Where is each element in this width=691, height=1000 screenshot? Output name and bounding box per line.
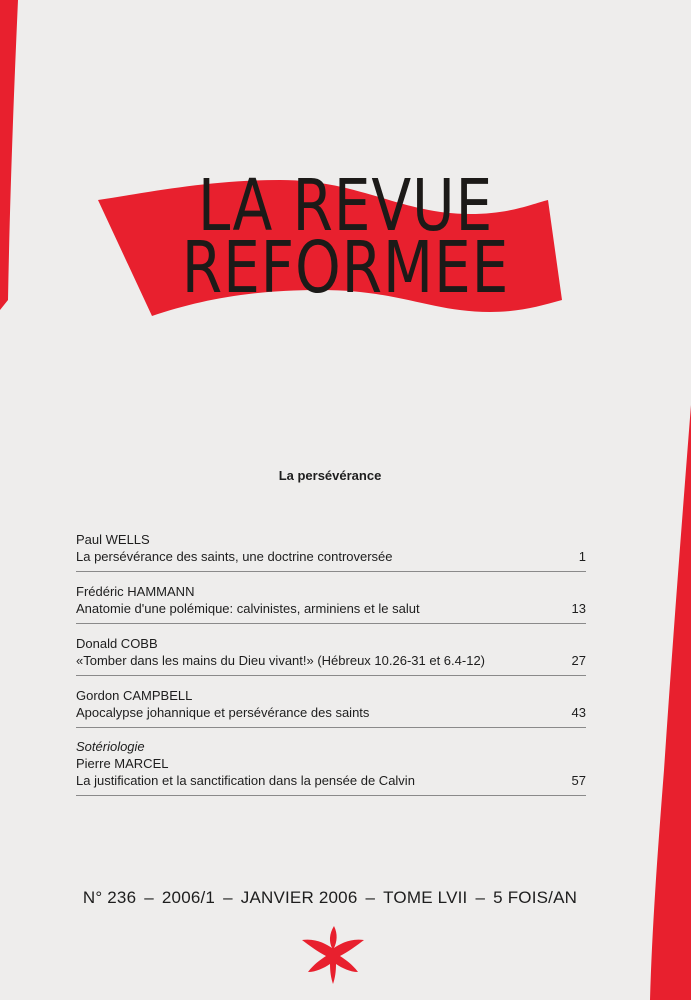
footer-separator: – — [475, 888, 486, 907]
issue-info-footer — [0, 888, 660, 908]
toc-rubric: Sotériologie — [76, 739, 145, 754]
issue-theme: La persévérance — [278, 468, 382, 483]
toc-author: Donald COBB — [76, 636, 158, 651]
toc-entry — [76, 739, 586, 796]
toc-page-number: 57 — [571, 773, 586, 788]
issue-number: N° 236 — [82, 888, 137, 907]
issue-volume-year: 2006/1 — [161, 888, 216, 907]
left-red-band — [0, 0, 18, 310]
toc-entry — [76, 687, 586, 728]
issue-frequency: 5 FOIS/AN — [493, 888, 578, 907]
toc-article-title: «Tomber dans les mains du Dieu vivant!» (Hébreux 10.26-31 et 6.4-12) — [76, 653, 485, 668]
journal-title-line1: LA REVUE — [197, 164, 494, 247]
issue-tome: TOME LVII — [383, 888, 468, 907]
toc-page-number: 1 — [578, 549, 586, 564]
toc-page-number: 13 — [571, 601, 586, 616]
footer-separator: – — [365, 888, 376, 907]
toc-entry — [76, 635, 586, 676]
toc-article-title: La persévérance des saints, une doctrine controversée — [76, 549, 393, 564]
journal-title-line2: REFORMEE — [181, 226, 510, 309]
toc-author: Paul WELLS — [76, 532, 150, 547]
toc-author: Frédéric HAMMANN — [76, 584, 195, 599]
right-red-band — [650, 405, 691, 1000]
toc-entry — [76, 531, 586, 572]
toc-article-title: Anatomie d'une polémique: calvinistes, arminiens et le salut — [76, 601, 420, 616]
issue-date: JANVIER 2006 — [240, 888, 358, 907]
toc-author: Gordon CAMPBELL — [76, 688, 193, 703]
toc-page-number: 43 — [571, 705, 586, 720]
toc-article-title: Apocalypse johannique et persévérance des saints — [76, 705, 370, 720]
toc-entry — [76, 583, 586, 624]
footer-separator: – — [144, 888, 154, 907]
toc-author: Pierre MARCEL — [76, 756, 169, 771]
footer-separator: – — [223, 888, 233, 907]
dove-logo-icon — [300, 920, 368, 988]
toc-page-number: 27 — [571, 653, 586, 668]
table-of-contents — [76, 531, 586, 807]
toc-article-title: La justification et la sanctification dans la pensée de Calvin — [76, 773, 415, 788]
